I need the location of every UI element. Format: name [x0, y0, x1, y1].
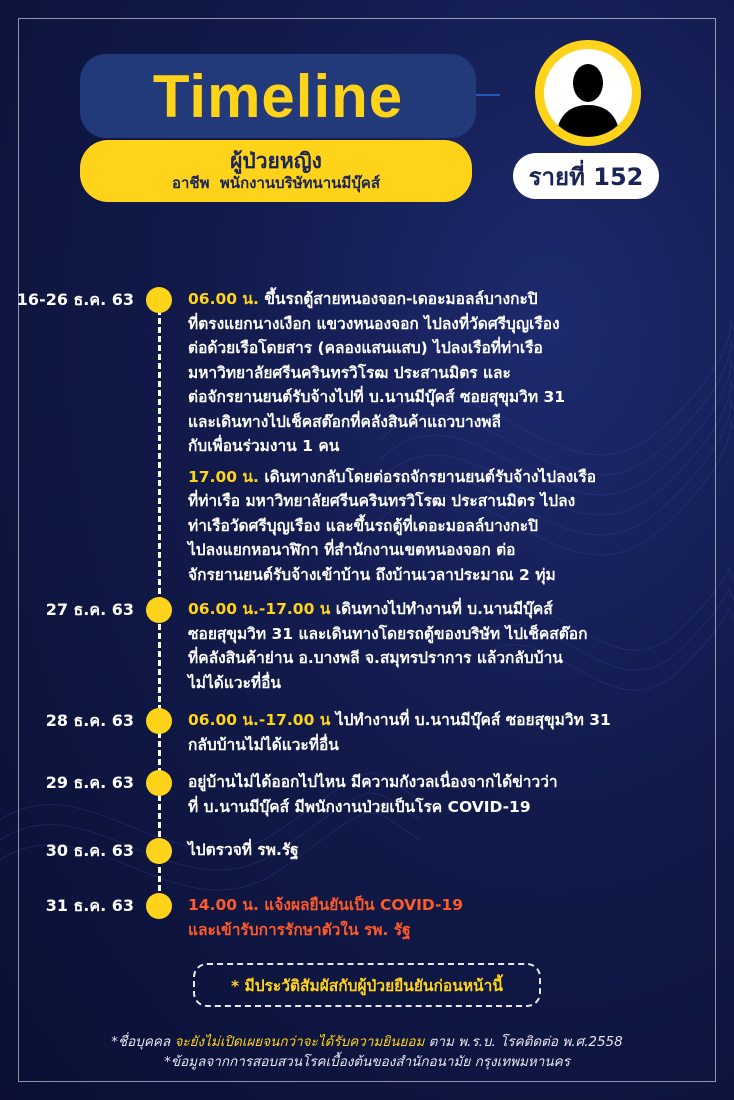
timeline-dot [146, 770, 172, 796]
timeline-date: 28 ธ.ค. 63 [45, 711, 134, 730]
entry-line: กับเพื่อนร่วมงาน 1 คน [188, 437, 340, 455]
patient-banner [80, 140, 472, 202]
person-silhouette-icon [544, 49, 632, 137]
entry-line: ที่ บ.นานมีบุ๊คส์ มีพนักงานป่วยเป็นโรค COVID-19 [188, 797, 531, 816]
entry-line: 06.00 น.-17.00 น ไปทำงานที่ บ.นานมีบุ๊คส์ ซอยสุขุมวิท 31 [188, 711, 611, 729]
entry-line: ที่ตรงแยกนางเงือก แขวงหนองจอก ไปลงที่วัดศรีบุญเรือง [188, 314, 560, 333]
occupation-line [172, 173, 380, 193]
avatar [535, 40, 641, 146]
entry-line: ท่าเรือวัดศรีบุญเรือง และขึ้นรถตู้ที่เดอะมอลล์บางกะปิ [188, 516, 538, 535]
footer-privacy-note: *ชื่อบุคคล จะยังไม่เปิดเผยจนกว่าจะได้รับความยินยอม ตาม พ.ร.บ. โรคติดต่อ พ.ศ.2558 [111, 1034, 623, 1050]
timeline-entry-text [188, 770, 678, 819]
page-title: Timeline [152, 62, 404, 130]
entry-line: ที่ท่าเรือ มหาวิทยาลัยศรีนครินทรวิโรฒ ประสานมิตร ไปลง [188, 492, 576, 510]
entry-line: ซอยสุขุมวิท 31 และเดินทางโดยรถตู้ของบริษัท ไปเช็คสต๊อก [188, 624, 588, 643]
contact-history-note: * มีประวัติสัมผัสกับผู้ป่วยยืนยันก่อนหน้านี้ [193, 963, 541, 1007]
entry-line: อยู่บ้านไม่ได้ออกไปไหน มีความกังวลเนื่องจากได้ข่าวว่า [188, 773, 558, 791]
timeline-dot [146, 708, 172, 734]
timeline-date: 27 ธ.ค. 63 [45, 600, 134, 619]
case-number-badge: รายที่ 152 [513, 153, 659, 199]
timeline-dot [146, 287, 172, 313]
entry-line: ต่อจักรยานยนต์รับจ้างไปที่ บ.นานมีบุ๊คส์ ซอยสุขุมวิท 31 [188, 388, 566, 406]
footer-source-note: *ข้อมูลจากการสอบสวนโรคเบื้องต้นของสำนักอนามัย กรุงเทพมหานคร [164, 1054, 570, 1070]
entry-line: ไปตรวจที่ รพ.รัฐ [188, 841, 299, 859]
occupation-value: พนักงานบริษัทนานมีบุ๊คส์ [219, 174, 381, 192]
entry-line: และเข้ารับการรักษาตัวใน รพ. รัฐ [188, 920, 411, 939]
entry-time: 17.00 น. [188, 467, 259, 486]
entry-time: 06.00 น.-17.00 น [188, 600, 331, 618]
title-banner [80, 54, 476, 138]
entry-line: 06.00 น.-17.00 น เดินทางไปทำงานที่ บ.นานมีบุ๊คส์ [188, 600, 553, 618]
timeline-date: 31 ธ.ค. 63 [45, 896, 134, 915]
entry-line: ไม่ได้แวะที่อื่น [188, 673, 282, 692]
timeline-dot [146, 893, 172, 919]
entry-line: และเดินทางไปเช็คสต๊อกที่คลังสินค้าแถวบางพลี [188, 412, 501, 431]
occupation-label: อาชีพ [171, 174, 210, 192]
entry-time: 06.00 น.-17.00 น [188, 711, 331, 729]
entry-time: 06.00 น. [188, 290, 259, 308]
timeline-date: 29 ธ.ค. 63 [45, 773, 134, 792]
entry-line: มหาวิทยาลัยศรีนครินทรวิโรฒ ประสานมิตร และ [188, 363, 511, 382]
entry-line: 17.00 น. เดินทางกลับโดยต่อรถจักรยานยนต์รับจ้างไปลงเรือ [188, 467, 597, 486]
timeline-date: 16-26 ธ.ค. 63 [16, 290, 134, 309]
entry-line: 14.00 น. แจ้งผลยืนยันเป็น COVID-19 [188, 896, 464, 914]
patient-gender-label: ผู้ป่วยหญิง [230, 149, 322, 173]
timeline-entry-text [188, 597, 678, 695]
timeline-entry-text [188, 708, 678, 757]
entry-line: ที่คลังสินค้าย่าน อ.บางพลี จ.สมุทรปราการ แล้วกลับบ้าน [188, 649, 563, 667]
entry-line: ไปลงแยกหอนาฬิกา ที่สำนักงานเขตหนองจอก ต่อ [188, 541, 516, 559]
timeline-entry-text [188, 838, 678, 863]
timeline-dot [146, 838, 172, 864]
entry-line: จักรยานยนต์รับจ้างเข้าบ้าน ถึงบ้านเวลาประมาณ 2 ทุ่ม [188, 565, 556, 584]
entry-line: ต่อด้วยเรือโดยสาร (คลองแสนแสบ) ไปลงเรือที่ท่าเรือ [188, 339, 543, 357]
timeline-dot [146, 597, 172, 623]
entry-line: กลับบ้านไม่ได้แวะที่อื่น [188, 735, 339, 754]
timeline-entry-text [188, 893, 678, 942]
timeline-entry-text [188, 287, 678, 587]
entry-line: 06.00 น. ขึ้นรถตู้สายหนองจอก-เดอะมอลล์บางกะปิ [188, 290, 538, 308]
timeline-date: 30 ธ.ค. 63 [45, 841, 134, 860]
